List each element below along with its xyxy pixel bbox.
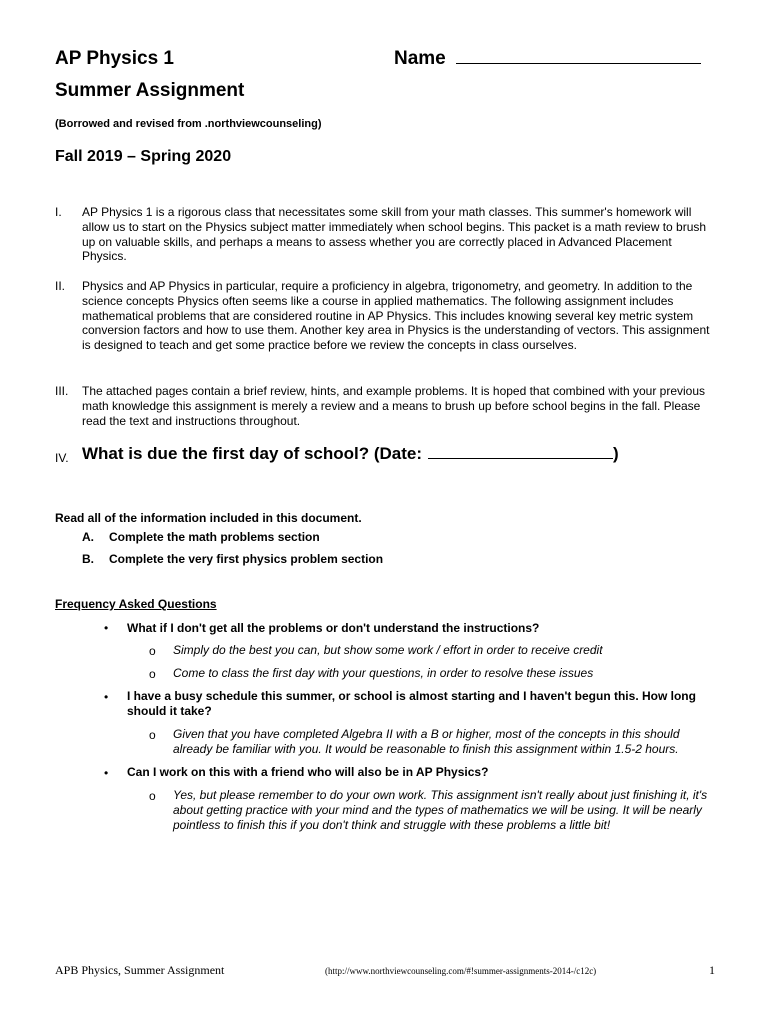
section-3-number: III. [55,384,69,398]
faq-question-1: What if I don't get all the problems or don't understand the instructions? [127,621,540,635]
faq-bullet-3: • [104,766,109,780]
instruction-b-text: Complete the very first physics problem section [109,552,384,566]
faq-bullet-2: • [104,690,109,704]
faq-sub-bullet-2a: o [149,728,156,742]
due-date-blank-line [428,444,613,459]
faq-question-3: Can I work on this with a friend who will also be in AP Physics? [127,765,489,779]
instruction-b-letter: B. [82,552,94,566]
footer-course: APB Physics, Summer Assignment [55,963,225,977]
course-title: AP Physics 1 [55,48,175,69]
faq-question-2: I have a busy schedule this summer, or school is almost starting and I haven't begun this. How long should it take? [127,689,696,718]
section-2-number: II. [55,279,66,293]
section-4-number: IV. [55,451,69,465]
credit-note: (Borrowed and revised from .northviewcounseling) [55,118,322,130]
section-2-text: Physics and AP Physics in particular, require a proficiency in algebra, trigonometry, and geometry. In addition to the science concepts Physics often seems like a course in applied mathematics. The following assignment includes mathematical problems that are considered routine in AP Physics. This includes knowing several key metric system conversion factors and how to use them. Another key area in Physics is the understanding of vectors. This assignment is designed to teach and get some practice before we review the concepts in class ourselves. [82,279,710,353]
page-subtitle: Summer Assignment [55,80,245,101]
term-heading: Fall 2019 – Spring 2020 [55,148,232,165]
faq-answer-3a: Yes, but please remember to do your own work. This assignment isn't really about just finishing it, it's about getting practice with your mind and the types of mathematics we will be using. It will be nearly pointless to finish this if you don't think and struggle with these problems a little bit! [173,788,708,832]
name-label: Name [394,48,446,69]
faq-answer-1b: Come to class the first day with your questions, in order to resolve these issues [173,666,594,680]
page-number: 1 [709,963,715,977]
faq-sub-bullet-3a: o [149,789,156,803]
name-blank-line [456,49,701,64]
faq-sub-bullet-1a: o [149,644,156,658]
instruction-a-letter: A. [82,530,94,544]
due-date-question [82,444,619,464]
due-date-text: What is due the first day of school? (Date: [82,444,423,463]
instruction-a-text: Complete the math problems section [109,530,320,544]
name-field [394,48,701,70]
section-1-number: I. [55,205,62,219]
footer-url: (http://www.northviewcounseling.com/#!summer-assignments-2014-/c12c) [325,966,597,976]
faq-title: Frequency Asked Questions [55,597,217,611]
due-date-close: ) [613,444,619,463]
section-1-text: AP Physics 1 is a rigorous class that necessitates some skill from your math classes. This summer's homework will allow us to start on the Physics subject matter immediately when school begins. This packet is a math review to brush up on valuable skills, and perhaps a means to assess whether you are correctly placed in Advanced Placement Physics. [82,205,707,264]
faq-answer-2a: Given that you have completed Algebra II with a B or higher, most of the concepts in this should already be familiar with you. It would be reasonable to finish this assignment within 1.5-2 hours. [173,727,680,756]
faq-answer-1a: Simply do the best you can, but show some work / effort in order to receive credit [173,643,603,657]
instructions-intro: Read all of the information included in this document. [55,511,362,525]
faq-sub-bullet-1b: o [149,667,156,681]
faq-bullet-1: • [104,621,109,635]
section-3-text: The attached pages contain a brief review, hints, and example problems. It is hoped that combined with your previous math knowledge this assignment is merely a review and a means to brush up before school begins in the fall. Please read the text and instructions throughout. [82,384,706,428]
